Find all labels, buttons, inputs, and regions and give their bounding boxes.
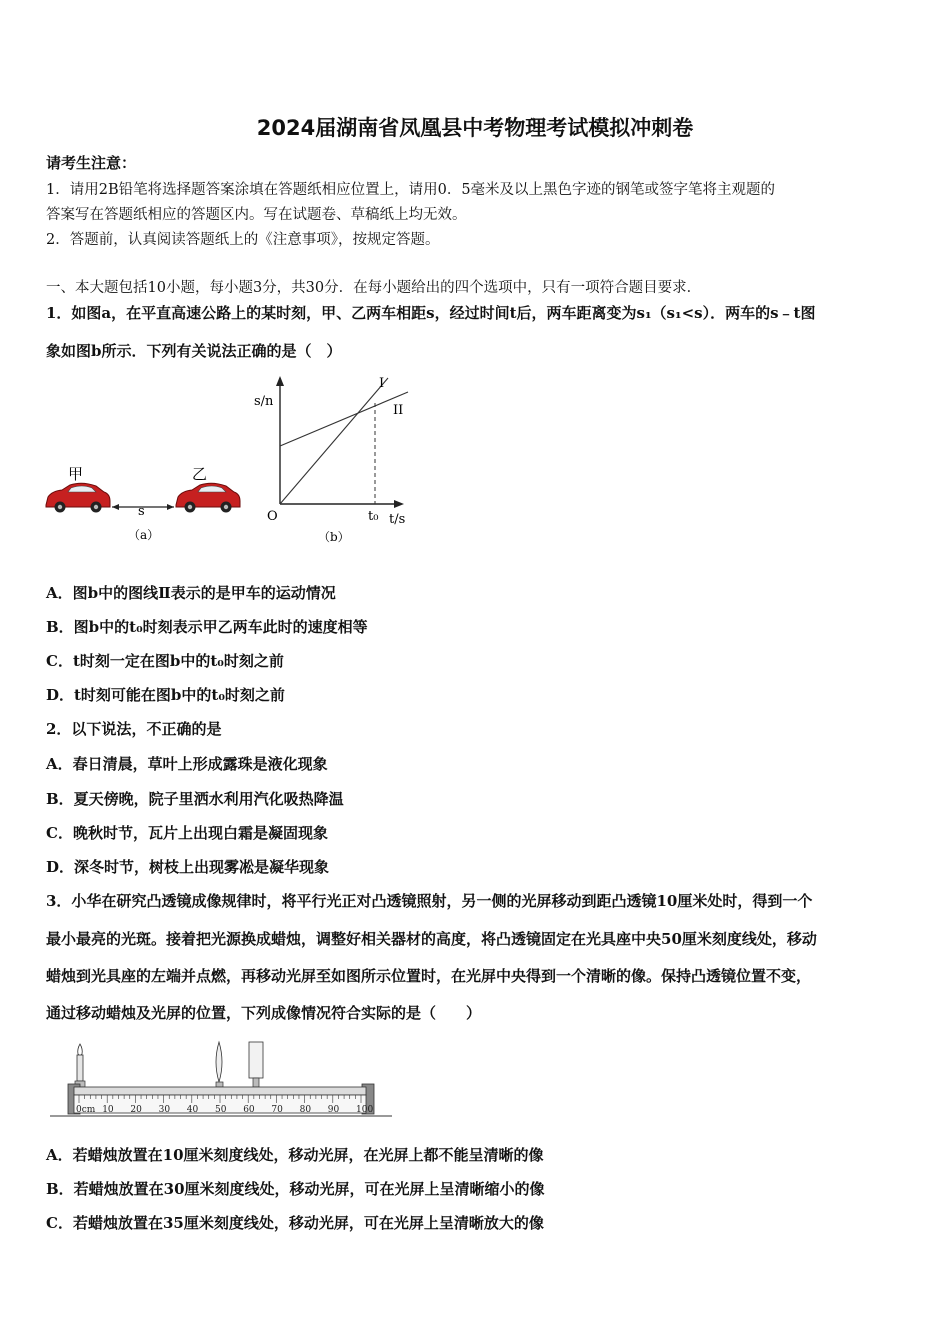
line-II <box>280 392 408 446</box>
car-yi-icon <box>176 483 240 512</box>
q1-option-d: D．t时刻可能在图b中的t₀时刻之前 <box>46 686 285 704</box>
light-screen-icon <box>249 1042 263 1087</box>
bench-rail <box>74 1087 366 1095</box>
car-jia-label: 甲 <box>68 465 84 483</box>
q1-option-a: A．图b中的图线Ⅱ表示的是甲车的运动情况 <box>46 584 336 602</box>
q2-option-a: A．春日清晨，草叶上形成露珠是液化现象 <box>46 755 328 773</box>
figure-b-caption: （b） <box>318 530 350 544</box>
ruler-label: 20 <box>130 1105 142 1115</box>
q1-stem-line-1: 1．如图a，在平直高速公路上的某时刻，甲、乙两车相距s，经过时间t后，两车距离变为s₁（s₁<s）．两车的s﹣t图 <box>46 304 816 322</box>
line-I <box>280 378 388 504</box>
x-axis-arrow-icon <box>394 500 404 508</box>
ruler-label: 70 <box>271 1105 283 1115</box>
q3-option-a: A．若蜡烛放置在10厘米刻度线处，移动光屏，在光屏上都不能呈清晰的像 <box>46 1146 544 1164</box>
notice-item-1a: 1．请用2B铅笔将选择题答案涂填在答题纸相应位置上，请用0．5毫米及以上黑色字迹的钢笔或签字笔将主观题的 <box>46 182 776 198</box>
q3-optical-bench <box>46 1036 396 1122</box>
ruler-label: 10 <box>102 1105 114 1115</box>
q2-option-b: B．夏天傍晚，院子里洒水利用汽化吸热降温 <box>46 790 344 808</box>
ruler-label: 100 <box>356 1105 374 1115</box>
car-yi-label: 乙 <box>192 465 208 483</box>
y-axis-label: s/n <box>254 394 274 409</box>
q3-stem-line-2: 最小最亮的光斑。接着把光源换成蜡烛，调整好相关器材的高度，将凸透镜固定在光具座中央50厘米刻度线处，移动 <box>46 930 817 948</box>
t0-label: t₀ <box>368 509 379 524</box>
ruler-label: 30 <box>158 1105 171 1115</box>
origin-label: O <box>267 509 278 524</box>
q1-stem-line-2: 象如图b所示．下列有关说法正确的是（ ） <box>46 342 342 360</box>
q2-option-c: C．晚秋时节，瓦片上出现白霜是凝固现象 <box>46 824 328 842</box>
ruler-label: 50 <box>215 1105 227 1115</box>
candle-left-icon <box>75 1044 85 1087</box>
ruler-label: 90 <box>327 1105 340 1115</box>
notice-item-1b: 答案写在答题纸相应的答题区内。写在试题卷、草稿纸上均无效。 <box>46 207 467 223</box>
figure-a-caption: （a） <box>128 528 160 542</box>
convex-lens-icon <box>216 1042 223 1087</box>
q3-stem-line-3: 蜡烛到光具座的左端并点燃，再移动光屏至如图所示位置时，在光屏中央得到一个清晰的像。保持凸透镜位置不变， <box>46 967 812 985</box>
q1-option-b: B．图b中的t₀时刻表示甲乙两车此时的速度相等 <box>46 618 368 636</box>
q3-option-b: B．若蜡烛放置在30厘米刻度线处，移动光屏，可在光屏上呈清晰缩小的像 <box>46 1180 545 1198</box>
ruler-label: 0cm <box>76 1105 96 1115</box>
q3-stem-line-4: 通过移动蜡烛及光屏的位置，下列成像情况符合实际的是（ ） <box>46 1004 482 1022</box>
q1-figure-b <box>248 368 418 548</box>
page-title: 2024届湖南省凤凰县中考物理考试模拟冲刺卷 <box>256 116 694 140</box>
notice-heading: 请考生注意： <box>46 154 137 172</box>
q3-stem-line-1: 3．小华在研究凸透镜成像规律时，将平行光正对凸透镜照射，另一侧的光屏移动到距凸透镜10厘米处时，得到一个 <box>46 892 813 910</box>
section-header: 一、本大题包括10小题，每小题3分，共30分．在每小题给出的四个选项中，只有一项符合题目要求． <box>46 280 702 296</box>
line-I-label: I <box>379 376 385 391</box>
q1-figure-a <box>40 455 250 550</box>
car-jia-icon <box>46 483 110 512</box>
x-axis-label: t/s <box>389 512 406 527</box>
ruler-label: 60 <box>243 1105 255 1115</box>
ruler-label: 40 <box>186 1105 199 1115</box>
line-II-label: II <box>393 403 404 418</box>
q2-option-d: D．深冬时节，树枝上出现雾凇是凝华现象 <box>46 858 330 876</box>
notice-item-2: 2．答题前，认真阅读答题纸上的《注意事项》，按规定答题。 <box>46 232 440 248</box>
ruler-label: 80 <box>299 1105 312 1115</box>
q2-stem: 2．以下说法，不正确的是 <box>46 720 222 738</box>
q1-option-c: C．t时刻一定在图b中的t₀时刻之前 <box>46 652 284 670</box>
distance-label: s <box>138 504 145 519</box>
y-axis-arrow-icon <box>276 376 284 386</box>
q3-option-c: C．若蜡烛放置在35厘米刻度线处，移动光屏，可在光屏上呈清晰放大的像 <box>46 1214 544 1232</box>
